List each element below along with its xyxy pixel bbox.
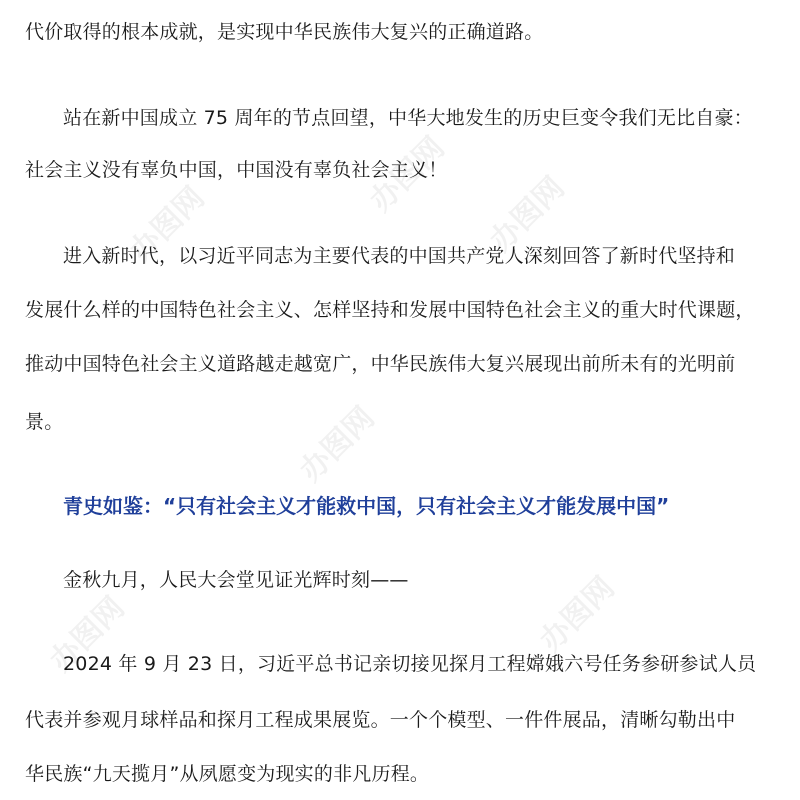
watermark: 办图网 <box>363 130 452 219</box>
paragraph-line: 发展什么样的中国特色社会主义、怎样坚持和发展中国特色社会主义的重大时代课题， <box>25 299 755 321</box>
section-heading: 青史如鉴：“只有社会主义才能救中国，只有社会主义才能发展中国” <box>63 494 670 518</box>
paragraph-line: 站在新中国成立 75 周年的节点回望，中华大地发生的历史巨变令我们无比自豪： <box>63 107 753 129</box>
paragraph-line: 推动中国特色社会主义道路越走越宽广，中华民族伟大复兴展现出前所未有的光明前 <box>25 353 736 375</box>
paragraph-line: 代表并参观月球样品和探月工程成果展览。一个个模型、一件件展品，清晰勾勒出中 <box>25 709 736 731</box>
watermark: 办图网 <box>43 590 132 679</box>
paragraph-line: 进入新时代，以习近平同志为主要代表的中国共产党人深刻回答了新时代坚持和 <box>63 245 736 267</box>
watermark: 办图网 <box>123 180 212 269</box>
watermark: 办图网 <box>483 170 572 259</box>
paragraph-line: 社会主义没有辜负中国，中国没有辜负社会主义！ <box>25 159 448 181</box>
paragraph-line: 金秋九月，人民大会堂见证光辉时刻—— <box>63 569 409 591</box>
paragraph-line: 华民族“九天揽月”从夙愿变为现实的非凡历程。 <box>25 763 430 785</box>
watermark: 办图网 <box>293 400 382 489</box>
watermark: 办图网 <box>533 570 622 659</box>
paragraph-line: 景。 <box>25 411 64 433</box>
paragraph-line: 2024 年 9 月 23 日，习近平总书记亲切接见探月工程嫦娥六号任务参研参试人员 <box>63 653 757 675</box>
paragraph-line: 代价取得的根本成就，是实现中华民族伟大复兴的正确道路。 <box>25 21 544 43</box>
